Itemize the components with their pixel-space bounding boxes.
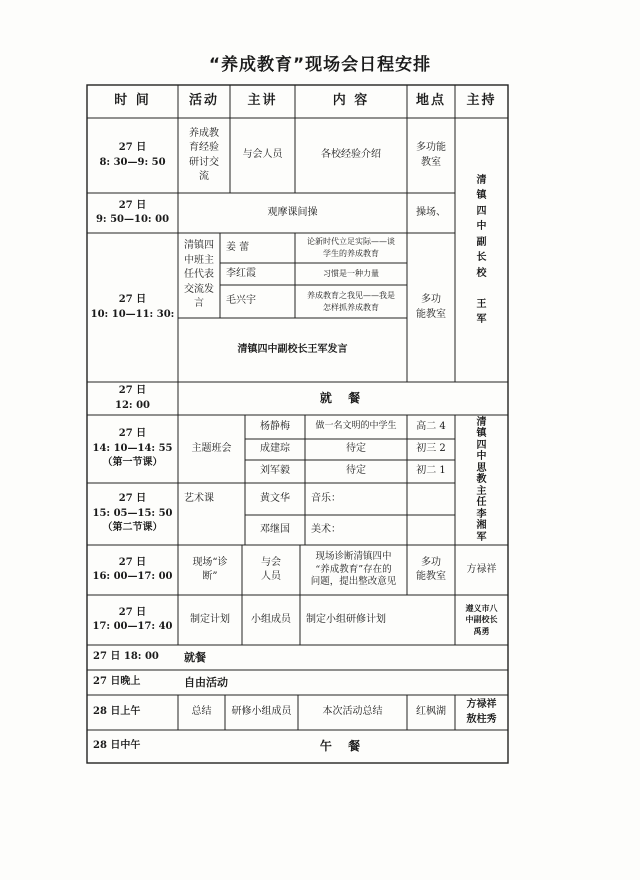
table-row-location: 多功 能教室 xyxy=(416,294,446,320)
table-row-speaker: 成建琮 xyxy=(260,443,290,455)
table-row-location: 多功能 教室 xyxy=(416,142,446,168)
table-row-content: 美术： xyxy=(311,523,341,535)
table-row-location: 多功 能教室 xyxy=(416,556,446,582)
table-row-speaker: 与会人员 xyxy=(242,149,283,161)
header-speaker: 主讲 xyxy=(247,93,278,109)
table-row-speaker: 杨静梅 xyxy=(260,420,290,432)
table-row-location: 红枫湖 xyxy=(416,706,446,718)
page-title: “养成教育”现场会日程安排 xyxy=(208,55,432,75)
table-row-content: 养成教育之我见——我是 怎样抓养成教育 xyxy=(307,290,395,312)
table-row-content: 现场诊断清镇四中 “养成教育”存在的 问题，提出整改意见 xyxy=(310,550,397,588)
table-row-content: 音乐： xyxy=(311,492,341,504)
table-row-time: 27 日 16: 00—17: 00 xyxy=(92,556,173,582)
table-row-time: 27 日 9: 50—10: 00 xyxy=(95,199,170,225)
table-row-activity: 主题班会 xyxy=(191,442,232,454)
header-content: 内 容 xyxy=(332,93,370,109)
table-row-speaker: 毛兴宇 xyxy=(226,295,256,307)
table-row-time: 27 日 18: 00 xyxy=(93,651,159,663)
host-cell: 清 镇 四 中 副 长 校 王 军 xyxy=(476,174,487,325)
table-row-speaker: 李红霞 xyxy=(226,267,256,279)
table-row-content: 制定小组研修计划 xyxy=(306,613,386,625)
table-row-location: 操场、 xyxy=(416,206,446,218)
table-row-merged: 清镇四中副校长王军发言 xyxy=(237,343,348,355)
table-row-time: 27 日 12: 00 xyxy=(114,385,150,411)
header-host: 主持 xyxy=(466,93,497,109)
table-row-merged: 就 餐 xyxy=(319,390,367,405)
table-row-host: 方禄祥 xyxy=(466,563,497,575)
table-row-time: 27 日 15: 05—15: 50 （第二节课） xyxy=(92,493,173,534)
table-row-time: 27 日 17: 00—17: 40 xyxy=(92,606,173,632)
table-row-activity: 现场“诊 断” xyxy=(192,556,228,582)
table-row-merged: 观摩课间操 xyxy=(267,206,318,218)
table-row-time: 27 日 8: 30—9: 50 xyxy=(99,142,166,168)
header-activity: 活动 xyxy=(188,93,219,109)
table-row-location: 高二 4 xyxy=(416,420,446,432)
table-row-content: 论新时代立足实际——谈 学生的养成教育 xyxy=(307,237,395,258)
table-row-content: 本次活动总结 xyxy=(322,706,383,718)
table-row-content: 待定 xyxy=(346,443,366,455)
table-row-speaker: 小组成员 xyxy=(251,613,291,625)
table-row-speaker: 黄文华 xyxy=(260,492,290,504)
table-row-activity: 养成教 育经验 研讨交 流 xyxy=(189,127,219,182)
table-row-host: 方禄祥 敖柱秀 xyxy=(466,699,497,725)
table-row-time: 27 日 10: 10—11: 30: xyxy=(90,294,175,320)
table-row-activity: 清镇四 中班主 任代表 交流发 言 xyxy=(184,240,214,310)
table-row-content: 做一名文明的中学生 xyxy=(315,421,397,432)
table-row-speaker: 刘军毅 xyxy=(260,465,290,477)
table-row-content: 各校经验介绍 xyxy=(321,149,381,161)
table-row-content: 待定 xyxy=(346,465,366,477)
table-row-time: 27 日 14: 10—14: 55 （第一节课） xyxy=(92,428,173,469)
table-row-content: 习惯是一种力量 xyxy=(323,269,379,279)
table-row-time: 27 日晚上 xyxy=(93,676,141,688)
table-row-merged: 午 餐 xyxy=(319,738,367,753)
table-row-host: 遵义市八 中副校长 禹勇 xyxy=(465,602,498,636)
table-row-location: 初三 2 xyxy=(416,443,446,455)
table-row-merged: 自由活动 xyxy=(184,675,228,689)
table-row-activity: 总结 xyxy=(191,706,212,718)
table-row-merged: 就餐 xyxy=(184,650,206,664)
table-row-activity: 制定计划 xyxy=(190,613,230,625)
header-time: 时 间 xyxy=(114,93,151,109)
table-row-speaker: 姜 蕾 xyxy=(226,241,250,253)
header-location: 地点 xyxy=(415,93,446,109)
host-cell: 清 镇 四 中 思 教 主 任 李 湘 军 xyxy=(476,416,487,543)
table-row-location: 初二 1 xyxy=(416,465,446,477)
table-row-speaker: 与会 人员 xyxy=(261,556,281,582)
table-row-time: 28 日上午 xyxy=(93,706,141,718)
table-row-activity: 艺术课 xyxy=(184,492,214,504)
table-row-time: 28 日中午 xyxy=(93,740,141,752)
table-row-speaker: 研修小组成员 xyxy=(231,706,292,718)
table-row-speaker: 邓继国 xyxy=(260,523,290,535)
